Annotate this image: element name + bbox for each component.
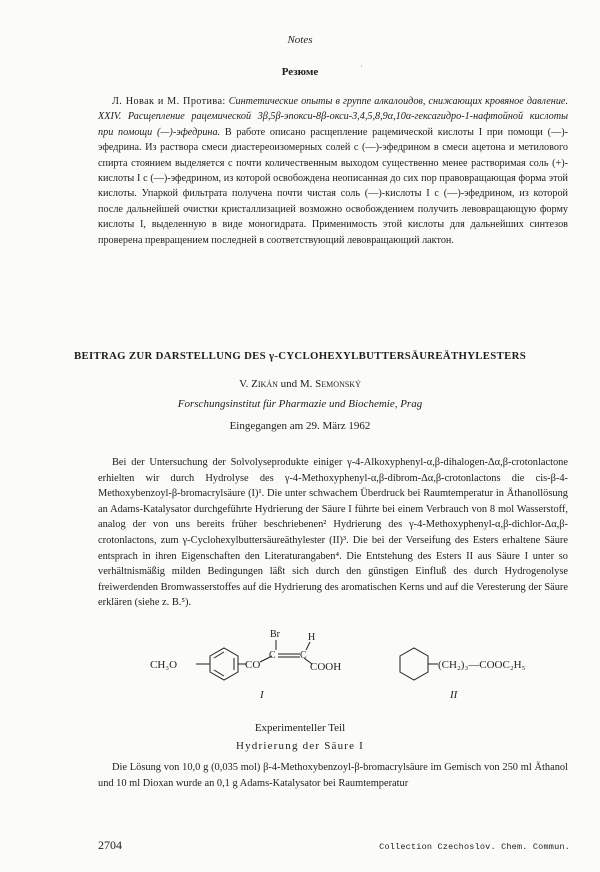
author-1: V. Zikán <box>239 378 278 390</box>
formula-1-label: I <box>260 689 264 701</box>
journal-footer: Collection Czechoslov. Chem. Commun. <box>379 842 570 852</box>
formula-1-br: Br <box>270 629 280 640</box>
formula-1-h: H <box>308 632 316 643</box>
resume-authors: Л. Новак и М. Протива: <box>112 96 226 107</box>
scan-mark: · <box>360 62 363 71</box>
formula-1-co: CO <box>245 659 261 671</box>
page-number: 2704 <box>98 838 122 852</box>
article-title: BEITRAG ZUR DARSTELLUNG DES γ-CYCLOHEXYLBUTTERSÄUREÄTHYLESTERS <box>73 350 527 362</box>
affiliation: Forschungsinstitut für Pharmazie und Biochemie, Prag <box>177 398 423 410</box>
running-head: Notes <box>287 34 313 46</box>
experimental-body: Die Lösung von 10,0 g (0,035 mol) β-4-Methoxybenzoyl-β-bromacrylsäure im Gemisch von 250 ml Äthanol und 10 ml Dioxan wurde an 0,1 g Adams-Katalysator bei Raumtemperatur <box>98 762 568 789</box>
formula-1-ch3o: CH₃O <box>150 659 178 671</box>
formula-2-label: II <box>450 689 458 701</box>
experimental-title: Experimenteller Teil <box>254 722 346 734</box>
author-and: und <box>280 378 298 390</box>
formula-2 <box>400 648 438 680</box>
article-body: Bei der Untersuchung der Solvolyseprodukte einiger γ-4-Alkoxyphenyl-α,β-dihalogen-Δα,β-crotonlactone erhielten wir durch Hydrolyse des γ-4-Methoxyphenyl-α,β-dibrom-Δα,β-crotonlactons die cis-β-4-Methoxybenzoyl-β-bromacrylsäure (I)¹. Die unter schwachem Überdruck bei Raumtemperatur in Äthanollösung an Adams-Katalysator durchgeführte Hydrierung der Säure I führte bei einem Verbrauch von 8 mol Wasserstoff, analog der von uns bereits früher beschriebenen² Hydrierung des γ-4-Methoxyphenyl-α,β-dichlor-Δα,β-crotonlactons, zum γ-Cyclohexylbuttersäureäthylester (II)³. Die bei der Verseifung des Esters erhaltene Säure entsprach in ihren Eigenschaften den Literaturangaben⁴. Die Entstehung des Esters II aus Säure I unter so verhältnismäßig milden Bedingungen läßt sich durch den günstigen Einfluß des durch Hydrogenolyse freiwerdenden Bromwasserstoffes auf die Hydrierung des aromatischen Kerns und auf die Veresterung der Säure erklären (siehe z. B.⁵). <box>98 457 568 609</box>
structural-formulas <box>150 626 570 706</box>
received-date: Eingegangen am 29. März 1962 <box>229 420 371 432</box>
resume-article-title: Синтетические опыты в группе алкалоидов, снижающих кровяное давление. XXIV. Расщепление рацемической 3β,5β-эпокси-8β-окси-3,4,5,8,9α,10α-гексагидро-1-нафтойной кислоты при помощи (—)-эфедрина. <box>98 96 568 138</box>
formula-1-c1: C <box>269 650 276 661</box>
resume-body: В работе описано расщепление рацемической кислоты I при помощи (—)-эфедрина. Из раствора смеси диастереоизомерных солей с (—)-эфедрином в смеси ацетона и метилового спирта стоянием выделяется с почти количественным выходом существенно менее растворимая соль (+)-кислоты I с (—)-эфедрином, из которой освобождена неописанная до сих пор правовращающая форма этой кислоты. Упаркой фильтрата получена почти чистая соль (—)-кислоты I с (—)-эфедрином, из которой после дальнейшей очистки кристаллизацией возможно освобождением получить левовращающую форму кислоты I, выделенную в виде моногидрата. Применимость этой кислоты для дальнейших синтезов проверена превращением последней в соответствующий левовращающий лактон. <box>98 126 569 246</box>
formula-1-c2: C <box>300 650 307 661</box>
resume-paragraph <box>98 94 568 248</box>
formulas-svg <box>150 626 570 706</box>
author-2: M. Semonský <box>299 378 361 390</box>
resume-title: Резюме <box>281 66 319 78</box>
formula-1-cooh: COOH <box>310 661 342 673</box>
article-authors <box>0 378 600 390</box>
formula-2-chain: (CH₂)₃—COOC₂H₅ <box>438 659 526 671</box>
cyclohexane-ring <box>400 648 428 680</box>
experimental-subtitle: Hydrierung der Säure I <box>235 740 365 752</box>
